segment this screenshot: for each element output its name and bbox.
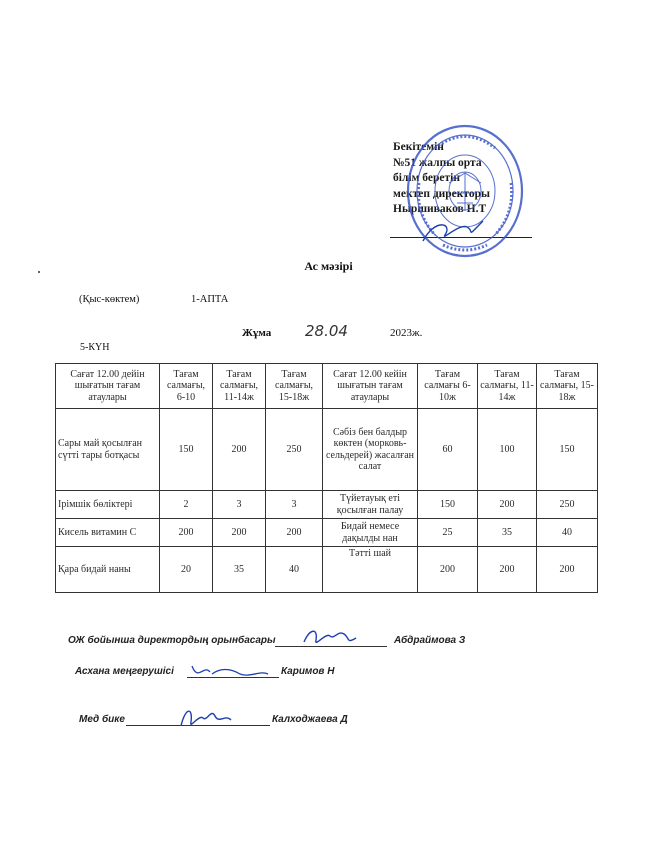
table-cell: Тәтті шай — [323, 547, 418, 593]
table-row — [56, 491, 598, 519]
approval-line: мектеп директоры — [393, 187, 491, 200]
nurse-name: Калходжаева Д — [272, 714, 348, 725]
table-cell: Кисель витамин С — [56, 519, 160, 547]
canteen-head-role: Асхана меңгерушісі — [75, 666, 174, 677]
season-label: (Қыс-көктем) — [79, 294, 140, 305]
canteen-head-signature — [190, 660, 270, 684]
table-cell: 100 — [478, 409, 537, 491]
approval-line: Бекітемін — [393, 141, 444, 153]
table-row — [56, 519, 598, 547]
column-header: Тағам салмағы, 6-10 — [160, 364, 213, 409]
column-header: Тағам салмағы 6-10ж — [418, 364, 478, 409]
table-row — [56, 409, 598, 491]
table-cell: 20 — [160, 547, 213, 593]
menu-table — [55, 363, 598, 593]
table-cell: Бидай немесе дақылды нан — [323, 519, 418, 547]
nurse-signature — [175, 704, 235, 732]
table-cell: 250 — [537, 491, 598, 519]
table-cell: 40 — [537, 519, 598, 547]
column-header: Сағат 12.00 дейін шығатын тағам атаулары — [56, 364, 160, 409]
deputy-director-name: Абдраймова З — [394, 635, 466, 646]
table-cell: 60 — [418, 409, 478, 491]
page-title: Ас мәзірі — [304, 259, 353, 273]
table-cell: Сары май қосылған сүтті тары ботқасы — [56, 409, 160, 491]
table-cell: 200 — [160, 519, 213, 547]
deputy-director-signature — [300, 624, 360, 650]
approval-line: білім беретін — [393, 172, 460, 184]
table-cell: 200 — [478, 491, 537, 519]
table-cell: 3 — [266, 491, 323, 519]
nurse-role: Мед бике — [79, 714, 125, 725]
table-cell: 200 — [266, 519, 323, 547]
table-cell: 25 — [418, 519, 478, 547]
table-cell: 150 — [418, 491, 478, 519]
table-cell: Қара бидай наны — [56, 547, 160, 593]
day-number: 5-КҮН — [80, 342, 110, 353]
column-header: Тағам салмағы, 15-18ж — [537, 364, 598, 409]
table-cell: 200 — [537, 547, 598, 593]
table-cell: 3 — [213, 491, 266, 519]
table-cell: 200 — [478, 547, 537, 593]
day-name: Жұма — [242, 327, 272, 339]
deputy-director-role: ОЖ бойынша директордың орынбасары — [68, 635, 276, 646]
table-cell: 200 — [213, 519, 266, 547]
table-cell: 200 — [213, 409, 266, 491]
table-cell: 150 — [160, 409, 213, 491]
week-label: 1-АПТА — [191, 294, 229, 305]
table-cell: 250 — [266, 409, 323, 491]
table-cell: 35 — [213, 547, 266, 593]
approval-line: №51 жалпы орта — [393, 156, 482, 169]
table-cell: Түйетауық еті қосылған палау — [323, 491, 418, 519]
table-cell: Сәбіз бен балдыр көктен (морковь-сельдерей) жасалған салат — [323, 409, 418, 491]
table-cell: 150 — [537, 409, 598, 491]
handwritten-date: 28.04 — [305, 322, 348, 340]
column-header: Тағам салмағы, 11-14ж — [478, 364, 537, 409]
column-header: Сағат 12.00 кейін шығатын тағам атаулары — [323, 364, 418, 409]
column-header: Тағам салмағы, 11-14ж — [213, 364, 266, 409]
official-stamp — [405, 123, 525, 259]
canteen-head-name: Каримов Н — [281, 666, 335, 677]
table-cell: 200 — [418, 547, 478, 593]
table-header-row — [56, 364, 598, 409]
table-row — [56, 547, 598, 593]
approval-line: Ныршиваков Н.Т — [393, 203, 487, 215]
table-cell: 2 — [160, 491, 213, 519]
table-cell: Ірімшік бөліктері — [56, 491, 160, 519]
table-cell: 35 — [478, 519, 537, 547]
table-cell: 40 — [266, 547, 323, 593]
column-header: Тағам салмағы, 15-18ж — [266, 364, 323, 409]
year-label: 2023ж. — [390, 327, 423, 339]
